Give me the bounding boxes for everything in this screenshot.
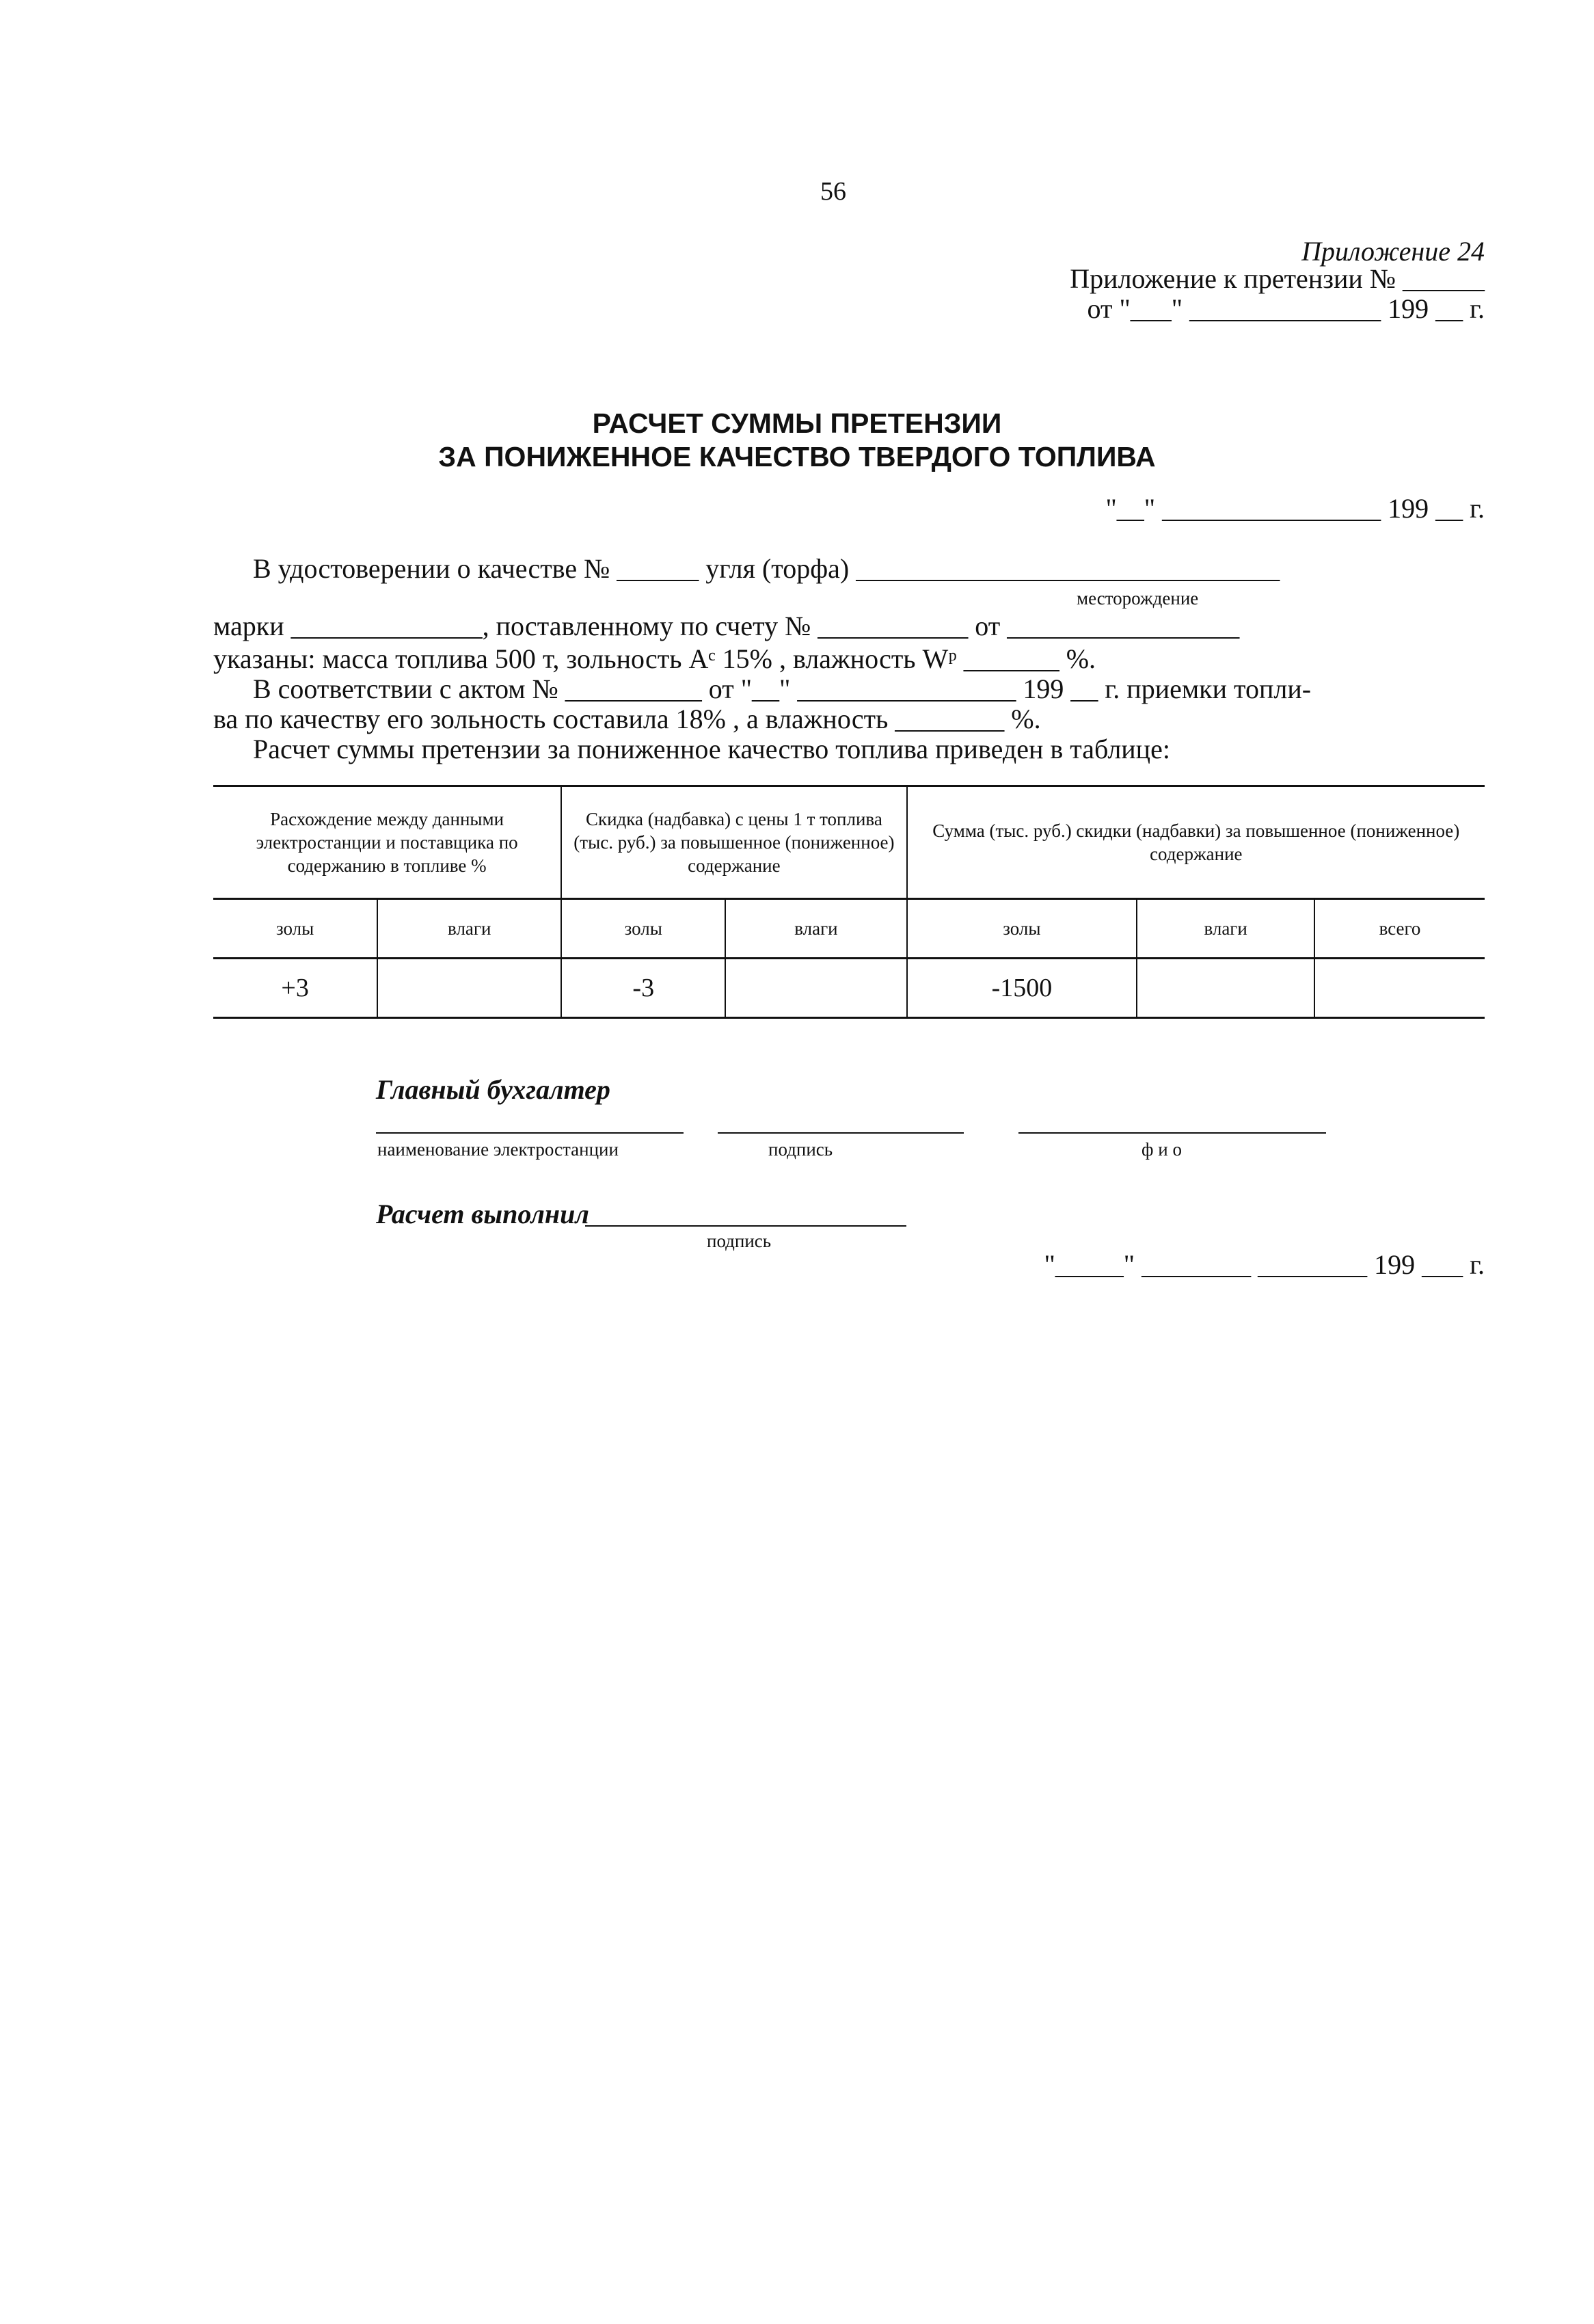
table-cell: +3 <box>213 959 377 1018</box>
station-name-line <box>376 1132 684 1134</box>
appendix-label: Приложение 24 <box>1301 236 1485 267</box>
subheader-moisture: влаги <box>377 899 561 959</box>
prepared-signature-line <box>585 1225 906 1227</box>
table-header-discount: Скидка (надбавка) с цены 1 т топлива (тыс. руб.) за повышенное (пониженное) содержание <box>561 786 906 899</box>
subheader-moisture: влаги <box>725 899 906 959</box>
page-number: 56 <box>820 177 846 206</box>
table-cell <box>377 959 561 1018</box>
table-cell: -3 <box>561 959 725 1018</box>
body-line-specified: указаны: масса топлива 500 т, зольность Aᶜ 15% , влажность Wᵖ _______ %. <box>213 643 1096 674</box>
chief-accountant-label: Главный бухгалтер <box>376 1074 610 1105</box>
subheader-ash: золы <box>561 899 725 959</box>
body-line-act: В соответствии с актом № __________ от "__" ________________ 199 __ г. приемки топли- <box>253 673 1312 704</box>
document-title-line2: ЗА ПОНИЖЕННОЕ КАЧЕСТВО ТВЕРДОГО ТОПЛИВА <box>438 441 1156 472</box>
prepared-by-label: Расчет выполнил <box>376 1199 589 1229</box>
table-header-sum: Сумма (тыс. руб.) скидки (надбавки) за повышенное (пониженное) содержание <box>907 786 1485 899</box>
subheader-ash: золы <box>213 899 377 959</box>
appendix-date: от "___" ______________ 199 __ г. <box>1087 293 1485 324</box>
table-cell <box>725 959 906 1018</box>
document-title-line1: РАСЧЕТ СУММЫ ПРЕТЕНЗИИ <box>592 408 1002 439</box>
caption-signature: подпись <box>768 1139 833 1160</box>
table-header-discrepancy: Расхождение между данными электростанции и поставщика по содержанию в топливе % <box>213 786 561 899</box>
document-date: "__" ________________ 199 __ г. <box>1105 493 1485 524</box>
fio-line <box>1018 1132 1326 1134</box>
subheader-moisture: влаги <box>1137 899 1314 959</box>
table-cell <box>1137 959 1314 1018</box>
body-line-table-intro: Расчет суммы претензии за пониженное качество топлива приведен в таблице: <box>253 734 1170 764</box>
claim-calculation-table <box>213 785 1485 1019</box>
subheader-total: всего <box>1314 899 1485 959</box>
appendix-reference: Приложение к претензии № ______ <box>1070 263 1485 294</box>
table-cell <box>1314 959 1485 1018</box>
signature-date: "_____" ________ ________ 199 ___ г. <box>1044 1249 1485 1280</box>
caption-deposit: месторождение <box>1077 588 1199 609</box>
body-line-certificate: В удостоверении о качестве № ______ угля (торфа) _______________________________ <box>253 553 1280 584</box>
body-line-brand: марки ______________, поставленному по счету № ___________ от _________________ <box>213 611 1240 641</box>
caption-station-name: наименование электростанции <box>377 1139 619 1160</box>
caption-signature-2: подпись <box>707 1231 772 1251</box>
table-cell: -1500 <box>907 959 1137 1018</box>
caption-fio: ф и о <box>1142 1139 1182 1160</box>
body-line-ash: ва по качеству его зольность составила 18% , а влажность ________ %. <box>213 704 1041 734</box>
signature-line <box>718 1132 964 1134</box>
subheader-ash: золы <box>907 899 1137 959</box>
